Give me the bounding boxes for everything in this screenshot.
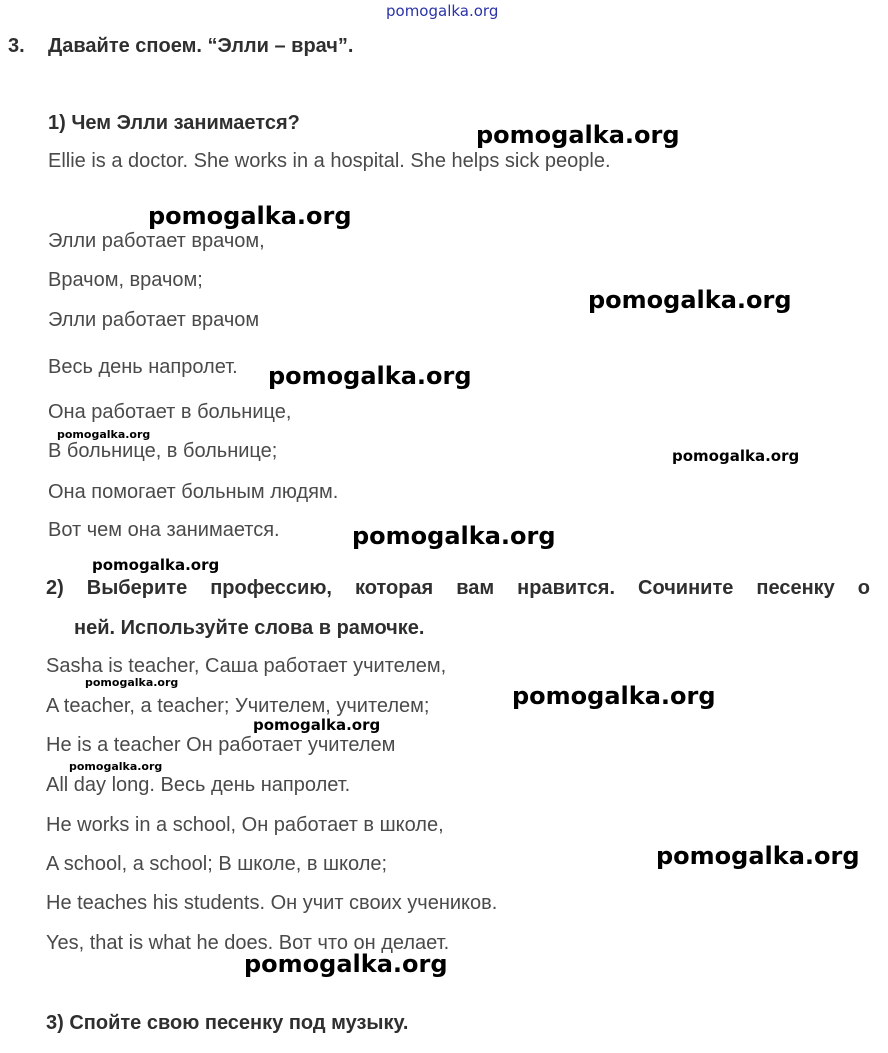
watermark: pomogalka.org <box>672 447 800 465</box>
part1-song-line: В больнице, в больнице; <box>48 440 278 462</box>
part1-song-line: Элли работает врачом, <box>48 230 265 252</box>
part2-heading-line2: ней. Используйте слова в рамочке. <box>74 617 425 639</box>
part2-song-line: All day long. Весь день напролет. <box>46 774 351 796</box>
watermark: pomogalka.org <box>148 202 352 230</box>
part1-song-line: Она помогает больным людям. <box>48 481 339 503</box>
part1-song-line: Она работает в больнице, <box>48 401 292 423</box>
part2-song-line: Yes, that is what he does. Вот что он делает. <box>46 932 450 954</box>
watermark: pomogalka.org <box>656 842 860 870</box>
part1-song-line: Врачом, врачом; <box>48 269 203 291</box>
part2-song-line: He works in a school, Он работает в школе, <box>46 814 444 836</box>
part1-intro: Ellie is a doctor. She works in a hospital. She helps sick people. <box>48 150 611 172</box>
part1-heading: 1) Чем Элли занимается? <box>48 112 300 134</box>
watermark: pomogalka.org <box>253 716 381 734</box>
watermark: pomogalka.org <box>69 760 163 773</box>
part2-song-line: Sasha is teacher, Саша работает учителем, <box>46 655 447 677</box>
part1-song-line: Вот чем она занимается. <box>48 519 280 541</box>
part2-song-line: A school, a school; В школе, в школе; <box>46 853 388 875</box>
watermark: pomogalka.org <box>352 522 556 550</box>
part2-heading-line1: 2) Выберите профессию, которая вам нравится. Сочините песенку о <box>46 577 870 599</box>
part2-song-line: A teacher, a teacher; Учителем, учителем; <box>46 695 430 717</box>
watermark: pomogalka.org <box>268 362 472 390</box>
part1-song-line: Элли работает врачом <box>48 309 260 331</box>
watermark: pomogalka.org <box>92 556 220 574</box>
part1-song-line: Весь день напролет. <box>48 356 238 378</box>
exercise-number: 3. <box>8 35 25 57</box>
part3-heading: 3) Спойте свою песенку под музыку. <box>46 1012 409 1034</box>
exercise-title: Давайте споем. “Элли – врач”. <box>48 35 354 57</box>
top-watermark: pomogalka.org <box>386 2 499 20</box>
part2-song-line: He is a teacher Он работает учителем <box>46 734 396 756</box>
watermark: pomogalka.org <box>476 121 680 149</box>
watermark: pomogalka.org <box>512 682 716 710</box>
watermark: pomogalka.org <box>57 428 151 441</box>
part2-song-line: He teaches his students. Он учит своих учеников. <box>46 892 498 914</box>
watermark: pomogalka.org <box>244 950 448 978</box>
watermark: pomogalka.org <box>588 286 792 314</box>
watermark: pomogalka.org <box>85 676 179 689</box>
